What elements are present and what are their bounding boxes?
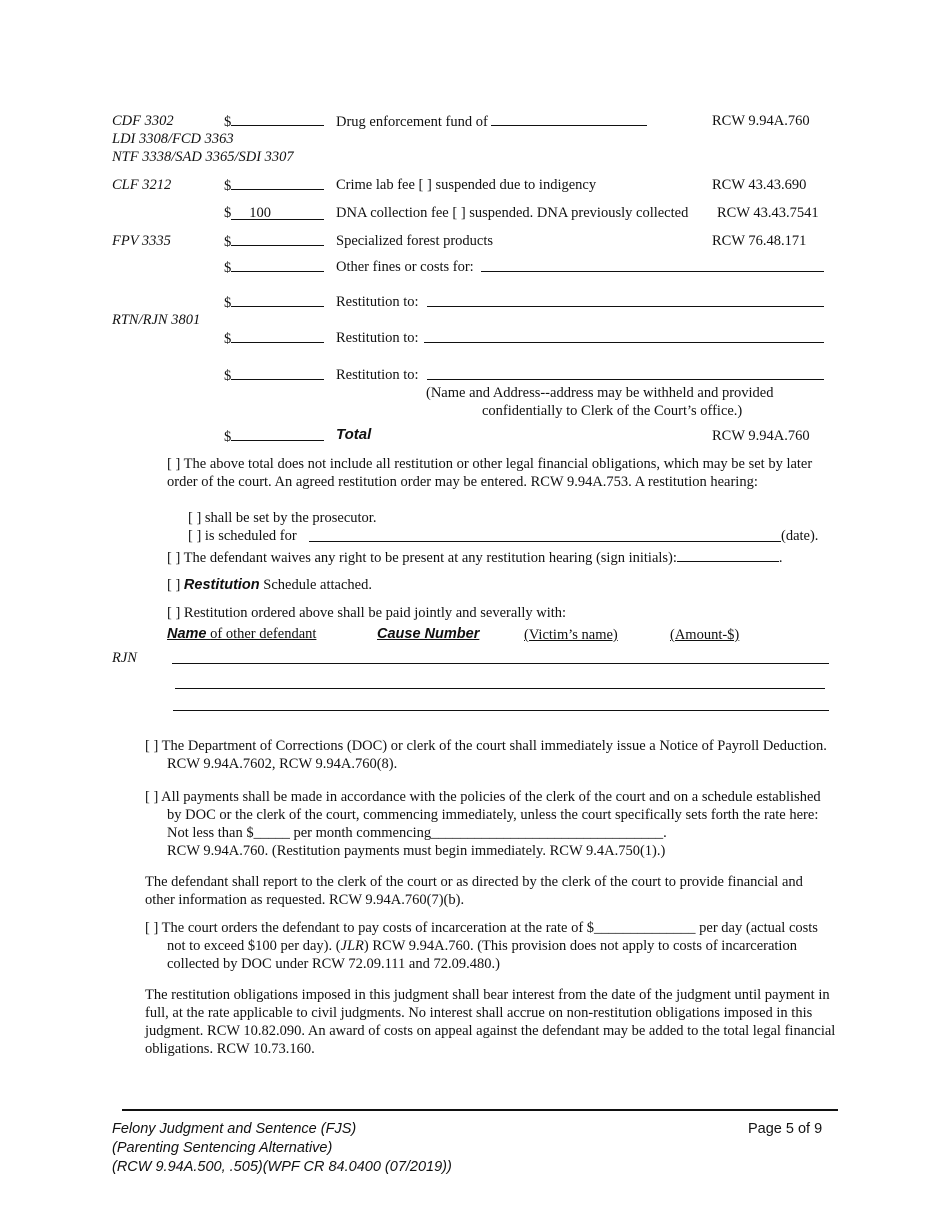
- code-clf: CLF 3212: [112, 177, 172, 193]
- codefendant-line-3[interactable]: [173, 710, 829, 711]
- rjn-code: RJN: [112, 650, 137, 666]
- footer-divider: [122, 1109, 838, 1111]
- code-ntf: NTF 3338/SAD 3365/SDI 3307: [112, 149, 294, 165]
- footer-form-code: (RCW 9.94A.500, .505)(WPF CR 84.0400 (07/2019)): [112, 1159, 452, 1175]
- other-field[interactable]: [481, 271, 824, 272]
- incarceration-option[interactable]: [ ] The court orders the defendant to pay costs of incarceration at the rate of $______________ per day (actual costs not to exceed $100 per day). (JLR) RCW 9.94A.760. (This provision does not apply to costs of incarceration collected by DOC under RCW 72.09.111 and 72.09.480.): [145, 920, 818, 972]
- drug-rcw: RCW 9.94A.760: [712, 113, 810, 129]
- waives-option[interactable]: [ ] The defendant waives any right to be present at any restitution hearing (sign initials): .: [167, 550, 783, 566]
- restitution-1-amount-field[interactable]: $: [224, 293, 324, 312]
- restitution-schedule-option[interactable]: [ ] Restitution Schedule attached.: [167, 577, 372, 593]
- restitution-2-amount-field[interactable]: $: [224, 329, 324, 348]
- dna-rcw: RCW 43.43.7541: [717, 205, 819, 221]
- code-ldi: LDI 3308/FCD 3363: [112, 131, 234, 147]
- payments-option[interactable]: [ ] All payments shall be made in accordance with the policies of the clerk of the court and on a schedule established by DOC or the clerk of the court, commencing immediately, unless the court specifically sets forth the rate here: Not less than $_____ per month commencing________________________________. RCW 9.94A.760. (Restitution payments must begin immediately. RCW 9.4A.750(1).): [145, 789, 821, 859]
- col-cause-header: Cause Number: [377, 626, 480, 642]
- restitution-note-2: confidentially to Clerk of the Court’s office.): [482, 403, 743, 419]
- restitution-3-field[interactable]: [427, 379, 824, 380]
- drug-fund-label: Drug enforcement fund of: [336, 112, 647, 131]
- report-paragraph: The defendant shall report to the clerk of the court or as directed by the clerk of the court to provide financial and other information as requested. RCW 9.94A.760(7)(b).: [145, 874, 803, 908]
- total-label: Total: [336, 426, 372, 443]
- footer-subtitle: (Parenting Sentencing Alternative): [112, 1140, 333, 1156]
- restitution-3-label: Restitution to:: [336, 367, 419, 383]
- dollar-sign: $: [224, 114, 232, 130]
- total-rcw: RCW 9.94A.760: [712, 428, 810, 444]
- crime-lab-amount-field[interactable]: $: [224, 176, 324, 195]
- code-cdf: CDF 3302: [112, 113, 174, 129]
- col-victim-header: (Victim’s name): [524, 627, 618, 643]
- code-fpv: FPV 3335: [112, 233, 171, 249]
- col-amount-header: (Amount-$): [670, 627, 740, 643]
- forest-rcw: RCW 76.48.171: [712, 233, 807, 249]
- interest-paragraph: The restitution obligations imposed in this judgment shall bear interest from the date of the judgment until payment in full, at the rate applicable to civil judgments. No interest shall accrue on non-restitution obligations imposed in this judgment. RCW 10.82.090. An award of costs on appeal against the defendant may be added to the total legal financial obligations. RCW 10.73.160.: [145, 987, 836, 1057]
- scheduled-for-option[interactable]: [ ] is scheduled for: [188, 528, 297, 544]
- drug-fund-field[interactable]: [491, 112, 647, 126]
- not-include-paragraph: [ ] The above total does not include all restitution or other legal financial obligations, which may be set by later order of the court. An agreed restitution order may be entered. RCW 9.94A.753. A restitution hearing:: [167, 456, 813, 490]
- restitution-2-field[interactable]: [424, 342, 824, 343]
- jointly-option[interactable]: [ ] Restitution ordered above shall be paid jointly and severally with:: [167, 605, 567, 621]
- restitution-1-label: Restitution to:: [336, 294, 419, 310]
- code-rtn: RTN/RJN 3801: [112, 312, 201, 328]
- codefendant-line-2[interactable]: [175, 688, 825, 689]
- initials-field[interactable]: [677, 548, 779, 562]
- dna-amount-field[interactable]: $ 100: [224, 204, 324, 222]
- crime-lab-label: Crime lab fee [ ] suspended due to indigency: [336, 177, 597, 193]
- crime-lab-rcw: RCW 43.43.690: [712, 177, 807, 193]
- forest-label: Specialized forest products: [336, 233, 494, 249]
- restitution-3-amount-field[interactable]: $: [224, 366, 324, 385]
- restitution-note-1: (Name and Address--address may be withheld and provided: [426, 385, 774, 401]
- codefendant-line-1[interactable]: [172, 663, 829, 664]
- restitution-2-label: Restitution to:: [336, 330, 419, 346]
- restitution-1-field[interactable]: [427, 306, 824, 307]
- scheduled-date-field[interactable]: [309, 541, 781, 542]
- other-label: Other fines or costs for:: [336, 259, 474, 275]
- date-label: (date).: [781, 528, 819, 544]
- forest-amount-field[interactable]: $: [224, 232, 324, 251]
- doc-payroll-option[interactable]: [ ] The Department of Corrections (DOC) or clerk of the court shall immediately issue a Notice of Payroll Deduction. RCW 9.94A.7602, RCW 9.94A.760(8).: [145, 738, 827, 772]
- drug-amount-field[interactable]: [224, 112, 324, 131]
- other-amount-field[interactable]: $: [224, 258, 324, 277]
- set-by-prosecutor-option[interactable]: [ ] shall be set by the prosecutor.: [188, 510, 377, 526]
- footer-title: Felony Judgment and Sentence (FJS): [112, 1121, 357, 1137]
- total-amount-field[interactable]: $: [224, 427, 324, 446]
- col-name-header: Name of other defendant: [167, 626, 317, 642]
- page-number: Page 5 of 9: [748, 1121, 823, 1137]
- dna-label: DNA collection fee [ ] suspended. DNA previously collected: [336, 205, 689, 221]
